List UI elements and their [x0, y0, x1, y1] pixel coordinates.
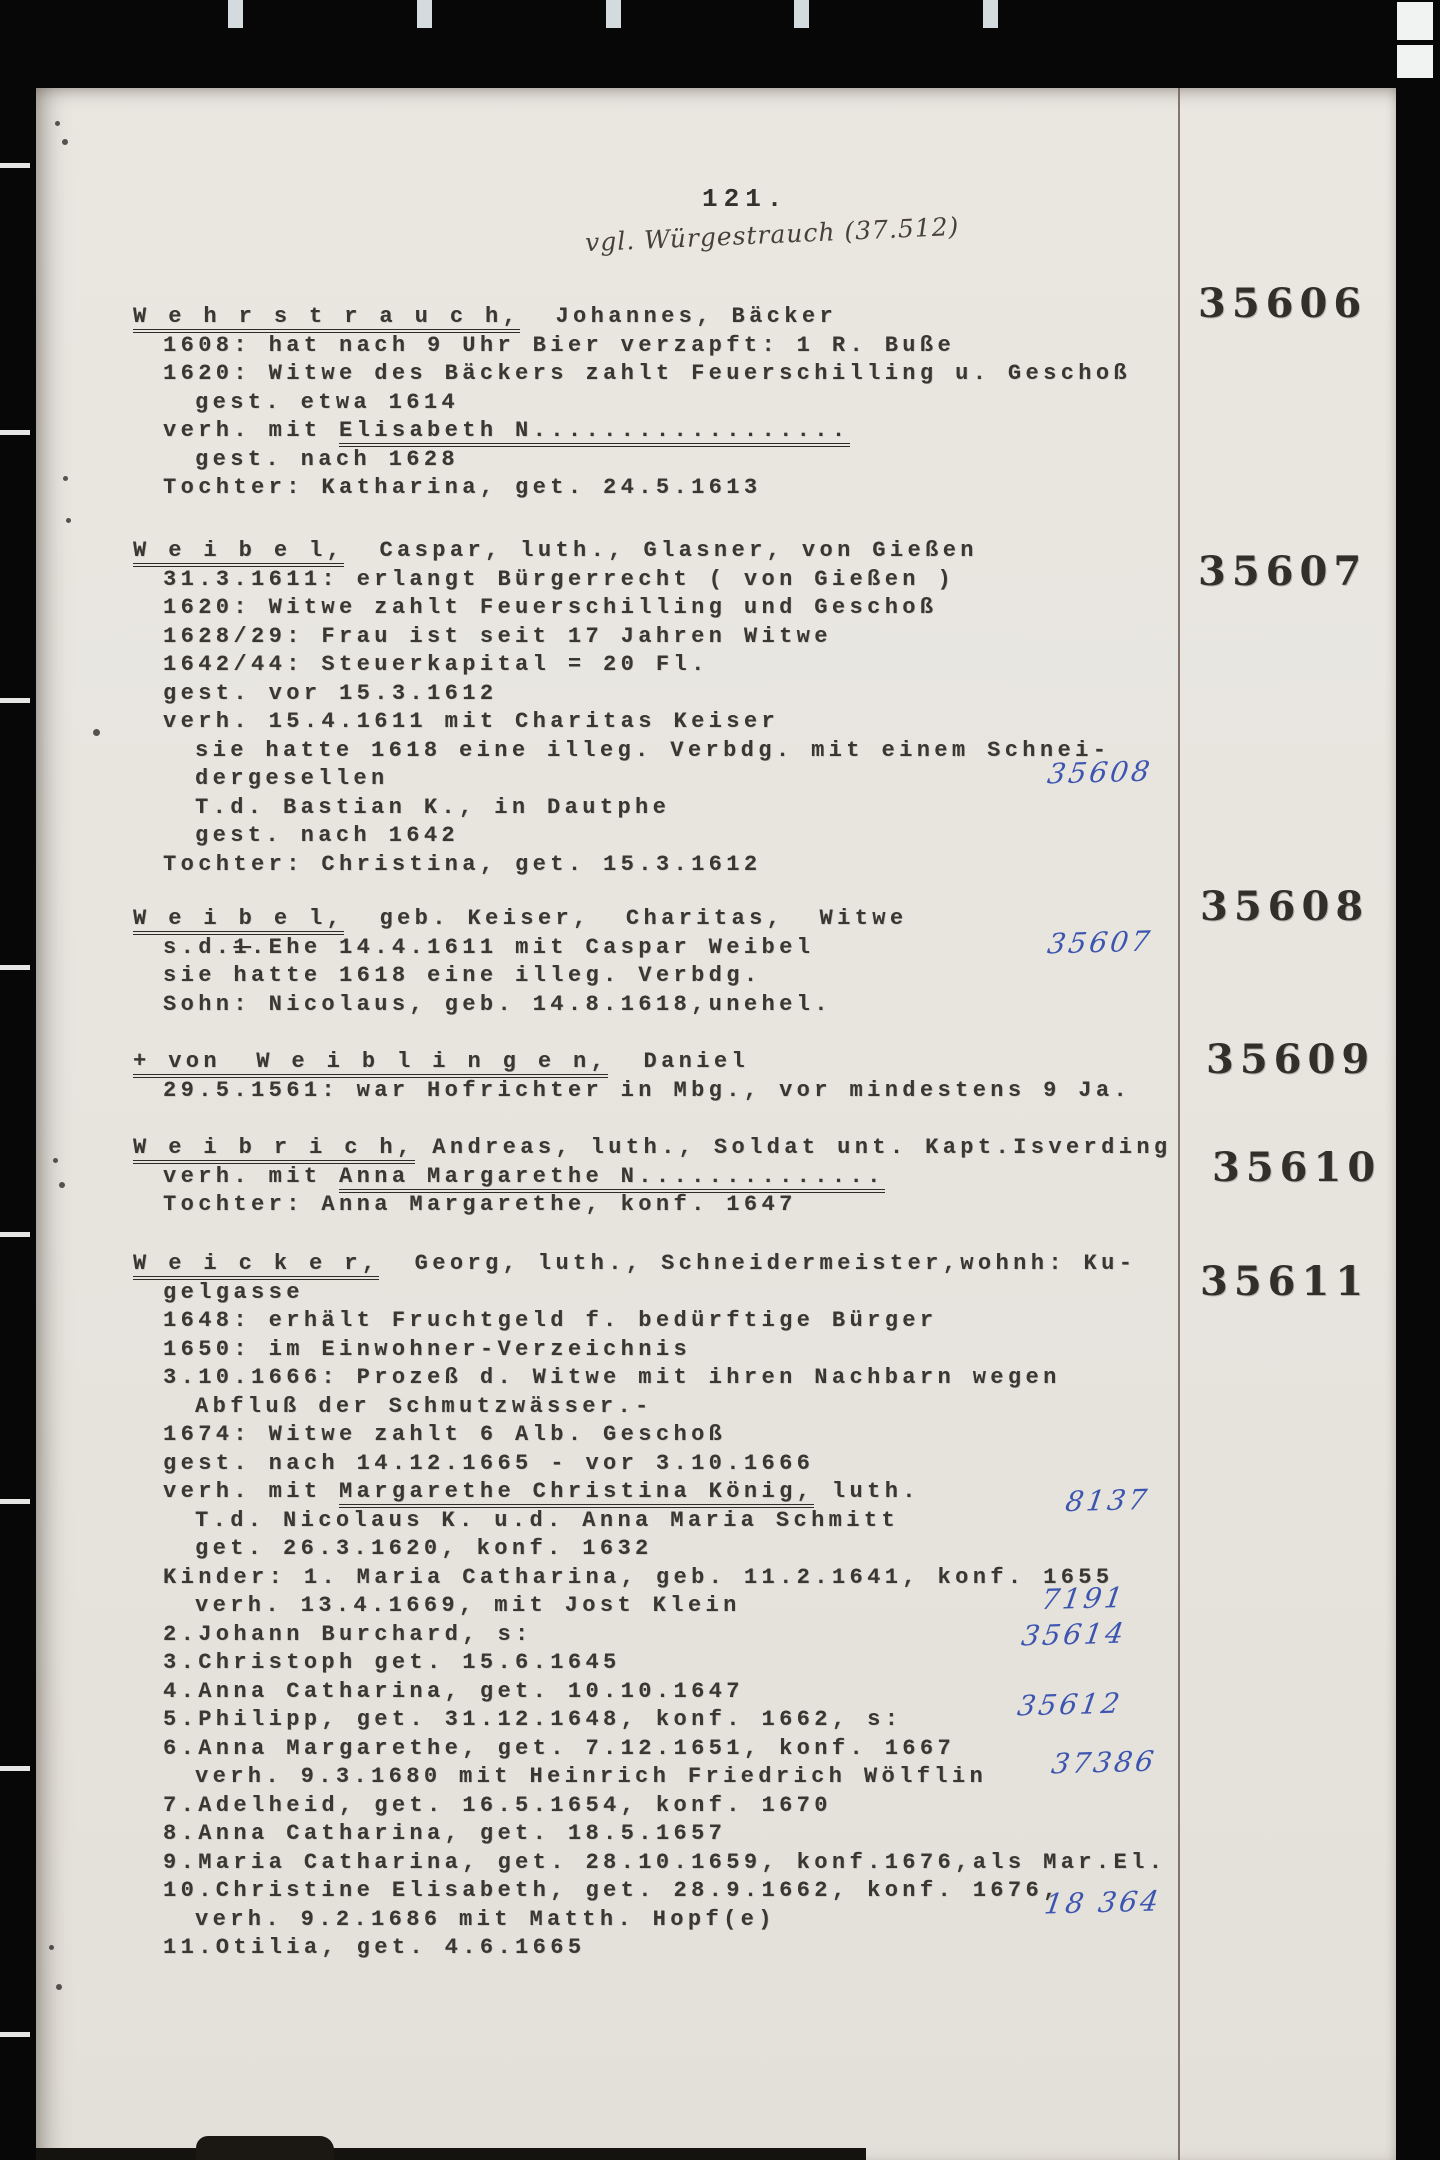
entry-line — [133, 1364, 1313, 1393]
entry-line — [133, 708, 1313, 737]
entry-35611 — [133, 1250, 1313, 1963]
text-segment: 29.5.1561: war Hofrichter in Mbg., vor mindestens 9 Ja. — [163, 1077, 1132, 1103]
ink-speck — [56, 1984, 62, 1990]
entry-35607 — [133, 537, 1313, 879]
text-segment: 6.Anna Margarethe, get. 7.12.1651, konf. 1667 — [163, 1735, 956, 1761]
entry-line — [133, 822, 1313, 851]
stamp-number: 35607 — [1198, 548, 1368, 595]
entry-line — [133, 1077, 1313, 1106]
text-segment: 1608: hat nach 9 Uhr Bier verzapft: 1 R. Buße — [163, 332, 956, 358]
text-segment: gest. nach 14.12.1665 - vor 3.10.1666 — [163, 1450, 815, 1476]
entry-line — [133, 1134, 1313, 1163]
text-segment: verh. 13.4.1669, mit Jost Klein — [195, 1593, 741, 1618]
entry-line — [133, 1706, 1313, 1735]
film-sprocket-mark — [794, 0, 809, 28]
text-segment: Tochter: Katharina, get. 24.5.1613 — [163, 475, 762, 500]
handwritten-ref: 35614 — [1019, 1616, 1129, 1653]
text-segment: dergesellen — [195, 766, 389, 791]
text-segment: verh. mit — [163, 418, 340, 443]
ruler-tick — [0, 1766, 30, 1771]
ink-speck — [62, 139, 68, 145]
entry-line — [133, 303, 1313, 332]
entry-line — [133, 623, 1313, 652]
stamp-number: 35606 — [1198, 280, 1368, 327]
handwritten-ref: 18 364 — [1042, 1884, 1164, 1921]
ink-speck — [59, 1182, 65, 1188]
text-segment: 1648: erhält Fruchtgeld f. bedürftige Bürger — [163, 1308, 938, 1333]
text-segment: Georg, luth., Schneidermeister,wohnh: Ku- — [379, 1251, 1137, 1276]
underlined-name: Anna Margarethe N.............. — [339, 1164, 885, 1193]
stamp-number: 35610 — [1212, 1144, 1382, 1191]
text-segment: 31.3.1611: erlangt Bürgerrecht ( von Gießen ) — [163, 566, 956, 592]
text-segment: 8.Anna Catharina, get. 18.5.1657 — [163, 1821, 727, 1846]
text-segment: .Ehe 14.4.1611 mit Caspar Weibel — [251, 934, 815, 960]
entry-line — [133, 851, 1313, 880]
underlined-name: Margarethe Christina König, — [339, 1479, 814, 1508]
entry-line — [133, 1649, 1313, 1678]
text-segment: 3.Christoph get. 15.6.1645 — [163, 1650, 621, 1675]
ruler-tick — [0, 1499, 30, 1504]
text-segment: 9.Maria Catharina, get. 28.10.1659, konf.1676,als Mar.El. — [163, 1849, 1167, 1875]
entry-line — [133, 1250, 1313, 1279]
handwritten-ref: 35607 — [1045, 924, 1155, 961]
underlined-name: W e h r s t r a u c h, — [133, 304, 520, 333]
handwritten-ref: 8137 — [1063, 1482, 1152, 1519]
entry-line — [133, 360, 1313, 389]
text-segment: verh. 15.4.1611 mit Charitas Keiser — [163, 709, 780, 734]
underlined-name: W e i b r i c h, — [133, 1135, 415, 1164]
scan-edge-blob — [196, 2136, 334, 2160]
text-segment: 7.Adelheid, get. 16.5.1654, konf. 1670 — [163, 1792, 832, 1818]
text-segment: Johannes, Bäcker — [520, 304, 838, 329]
ruler-tick — [0, 1232, 30, 1237]
entry-line — [133, 417, 1313, 446]
entry-line — [133, 1336, 1313, 1365]
struck-text: 1 — [233, 934, 252, 960]
entry-line — [133, 680, 1313, 709]
entry-line — [133, 474, 1313, 503]
page-number: 121. — [702, 184, 789, 214]
entry-line — [133, 389, 1313, 418]
ruler-tick — [0, 965, 30, 970]
entry-35608 — [133, 905, 1313, 1019]
text-segment: T.d. Nicolaus K. u.d. Anna Maria Schmitt — [195, 1507, 900, 1533]
text-segment: luth. — [814, 1479, 920, 1504]
text-segment: geb. Keiser, Charitas, Witwe — [344, 906, 908, 931]
entry-line — [133, 794, 1313, 823]
handwritten-ref: 37386 — [1049, 1744, 1159, 1781]
entry-35609 — [133, 1048, 1313, 1105]
corner-marker — [1397, 2, 1433, 40]
text-segment: T.d. Bastian K., in Dautphe — [195, 794, 671, 820]
film-sprocket-mark — [983, 0, 998, 28]
entry-line — [133, 962, 1313, 991]
entry-line — [133, 1191, 1313, 1220]
text-segment: gest. nach 1642 — [195, 823, 460, 848]
handwritten-ref: 35608 — [1045, 754, 1155, 791]
entry-35606 — [133, 303, 1313, 503]
ruler-tick — [0, 698, 30, 703]
text-segment: verh. mit — [163, 1163, 340, 1189]
underlined-name: W e i c k e r, — [133, 1251, 379, 1280]
underlined-name: W e i b e l, — [133, 906, 344, 935]
ruler-tick — [0, 430, 30, 435]
handwritten-margin-note: vgl. Würgestrauch (37.512) — [584, 211, 960, 258]
text-segment: 10.Christine Elisabeth, get. 28.9.1662, konf. 1676, — [163, 1878, 1061, 1903]
text-segment: Andreas, luth., Soldat unt. Kapt.Isverding — [414, 1135, 1172, 1160]
film-sprocket-mark — [606, 0, 621, 28]
text-segment: 11.Otilia, get. 4.6.1665 — [163, 1935, 586, 1960]
entry-line — [133, 446, 1313, 475]
ink-speck — [93, 729, 100, 736]
ruler-tick — [0, 163, 30, 168]
entry-line — [133, 1307, 1313, 1336]
stamp-number: 35611 — [1200, 1258, 1370, 1305]
text-segment: Abfluß der Schmutzwässer.- — [195, 1393, 653, 1419]
ruler-tick — [0, 2032, 30, 2037]
text-segment: Daniel — [608, 1049, 750, 1074]
text-segment: Kinder: 1. Maria Catharina, geb. 11.2.1641, konf. 1655 — [163, 1564, 1114, 1590]
ink-speck — [49, 1945, 54, 1950]
underlined-name: Elisabeth N.................. — [339, 418, 849, 447]
entry-line — [133, 1792, 1313, 1821]
ink-speck — [66, 518, 71, 523]
entry-line — [133, 1535, 1313, 1564]
stamp-number: 35609 — [1206, 1036, 1376, 1083]
text-segment: verh. 9.2.1686 mit Matth. Hopf(e) — [195, 1906, 776, 1932]
entry-line — [133, 1421, 1313, 1450]
entry-line — [133, 1592, 1313, 1621]
entry-line — [133, 1450, 1313, 1479]
text-segment: verh. mit — [163, 1479, 340, 1504]
text-segment: sie hatte 1618 eine illeg. Verbdg. — [163, 963, 762, 988]
text-segment: 1620: Witwe zahlt Feuerschilling und Geschoß — [163, 595, 938, 620]
text-segment: 1628/29: Frau ist seit 17 Jahren Witwe — [163, 623, 832, 649]
entry-line — [133, 537, 1313, 566]
entry-line — [133, 1163, 1313, 1192]
entry-line — [133, 1621, 1313, 1650]
entry-line — [133, 991, 1313, 1020]
stamp-number: 35608 — [1200, 883, 1370, 930]
text-segment: 3.10.1666: Prozeß d. Witwe mit ihren Nachbarn wegen — [163, 1365, 1061, 1390]
ink-speck — [53, 1158, 58, 1163]
text-segment: gest. etwa 1614 — [195, 389, 460, 415]
text-segment: verh. 9.3.1680 mit Heinrich Friedrich Wölflin — [195, 1764, 988, 1789]
text-segment: 5.Philipp, get. 31.12.1648, konf. 1662, s: — [163, 1707, 903, 1732]
text-segment: 2.Johann Burchard, s: — [163, 1621, 533, 1647]
text-segment: 1674: Witwe zahlt 6 Alb. Geschoß — [163, 1422, 727, 1447]
entry-35610 — [133, 1134, 1313, 1220]
entry-line — [133, 1934, 1313, 1963]
entry-line — [133, 1820, 1313, 1849]
corner-marker — [1397, 45, 1433, 78]
text-segment: 1642/44: Steuerkapital = 20 Fl. — [163, 652, 709, 677]
text-segment: Tochter: Christina, get. 15.3.1612 — [163, 851, 762, 877]
text-segment: gest. nach 1628 — [195, 446, 460, 472]
text-segment: gest. vor 15.3.1612 — [163, 680, 498, 706]
entry-line — [133, 651, 1313, 680]
scan-edge-shadow — [36, 2148, 866, 2160]
entry-line — [133, 1678, 1313, 1707]
text-segment: gelgasse — [163, 1279, 304, 1305]
text-segment: Caspar, luth., Glasner, von Gießen — [344, 538, 978, 563]
entry-line — [133, 1564, 1313, 1593]
text-segment: get. 26.3.1620, konf. 1632 — [195, 1536, 653, 1561]
ink-speck — [55, 121, 60, 126]
entry-line — [133, 1048, 1313, 1077]
entry-line — [133, 1393, 1313, 1422]
film-sprocket-mark — [228, 0, 243, 28]
entry-line — [133, 1849, 1313, 1878]
entry-line — [133, 566, 1313, 595]
text-segment: Sohn: Nicolaus, geb. 14.8.1618,unehel. — [163, 991, 832, 1017]
text-segment: 1650: im Einwohner-Verzeichnis — [163, 1336, 692, 1362]
text-segment: s.d. — [163, 934, 234, 960]
handwritten-ref: 35612 — [1015, 1686, 1125, 1723]
underlined-name: + von W e i b l i n g e n, — [133, 1049, 608, 1078]
text-segment: 1620: Witwe des Bäckers zahlt Feuerschilling u. Geschoß — [163, 361, 1132, 386]
text-segment: Tochter: Anna Margarethe, konf. 1647 — [163, 1192, 797, 1217]
ink-speck — [63, 476, 68, 481]
text-segment: 4.Anna Catharina, get. 10.10.1647 — [163, 1678, 744, 1704]
entry-line — [133, 332, 1313, 361]
text-segment: sie hatte 1618 eine illeg. Verbdg. mit einem Schnei- — [195, 737, 1111, 763]
entry-line — [133, 594, 1313, 623]
handwritten-ref: 7191 — [1039, 1580, 1128, 1617]
film-sprocket-mark — [417, 0, 432, 28]
entry-line — [133, 1279, 1313, 1308]
underlined-name: W e i b e l, — [133, 538, 344, 567]
